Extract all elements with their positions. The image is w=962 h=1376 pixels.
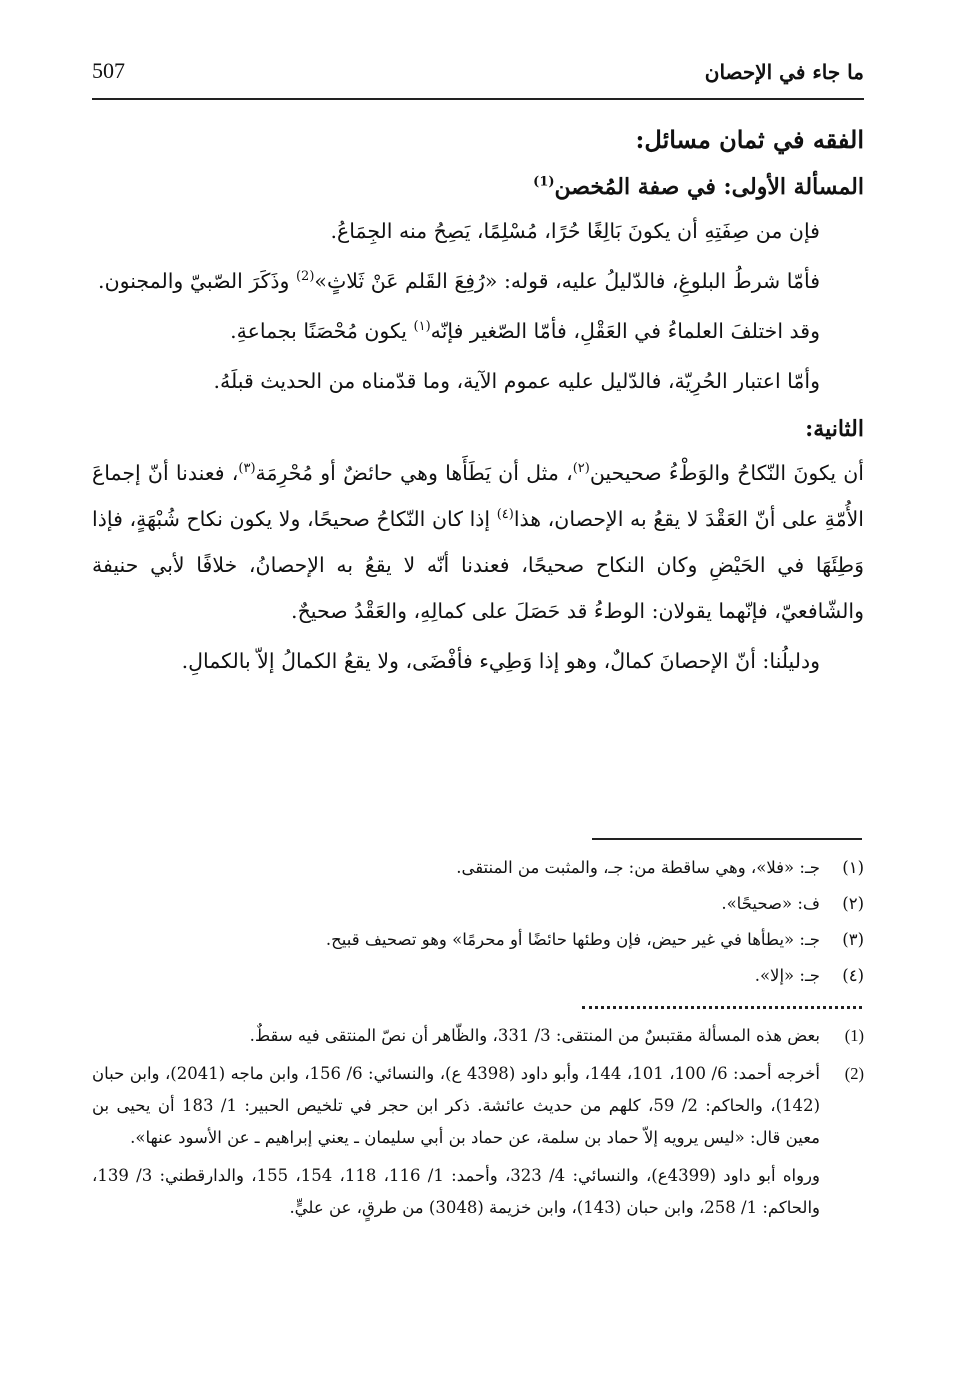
paragraph-reason-text-a: وقد اختلفَ العلماءُ في العَقْلِ، فأمّا الصّغير فإنّه xyxy=(430,319,820,343)
footnote-ref: (٣) xyxy=(238,461,256,477)
paragraph-reason-text-b: يكون مُحْصَنًا بجماعةِ. xyxy=(230,319,414,343)
footnote-number xyxy=(820,1160,864,1224)
paragraph-condition: فإن من صِفَتِهِ أن يكونَ بَالِغًا حُرًا، مُسْلِمًا، يَصِحُ منه الجِمَاعُ. xyxy=(330,219,820,243)
main-text xyxy=(92,118,864,684)
editor-footnotes xyxy=(92,850,864,994)
footnote-text: أخرجه أحمد: 6/ 100، 101، 144، وأبو داود (4398 ع)، والنسائي: 6/ 156، وابن ماجه (2041)، وابن حبان (142)، والحاكم: 2/ 59، كلهم من حديث عائشة. ذكر ابن حجر في تلخيص الحبير: 1/ 183 أن يحيى بن معين قال: «ليس يرويه إلاّ حماد بن سلمة، عن حماد بن أبي سليمان ـ يعني إبراهيم ـ عن الأسود عنها». xyxy=(92,1064,820,1147)
footnote-item xyxy=(92,922,864,958)
paragraph-marriage-text-b: ، مثل أن يَطَأَها وهي حائضٌ أو مُحْرِمَة xyxy=(255,461,573,485)
question-one-title xyxy=(92,166,864,208)
paragraph-marriage-text-a: أن يكونَ النّكاحُ والوَطْءُ صحيحين xyxy=(589,461,865,485)
footnote-number: (٣) xyxy=(842,930,864,949)
running-head xyxy=(92,58,864,96)
section-heading: الفقه في ثمان مسائل: xyxy=(635,125,864,154)
footnote-number: (٤) xyxy=(842,966,864,985)
footnote-item xyxy=(92,850,864,886)
paragraph-reason xyxy=(92,308,864,354)
footnote-item xyxy=(92,886,864,922)
paragraph-evidence: ودليلُنا: أنّ الإحصانَ كمالٌ، وهو إذا وَطِيء فأفْضَى، ولا يقعُ الكمالُ إلاّ بالكمالِ. xyxy=(181,649,820,673)
footnote-ref: (٢) xyxy=(572,461,590,477)
source-footnotes xyxy=(92,1020,864,1230)
question-one-title-text: المسألة الأولى: في صفة المُخصن xyxy=(554,174,864,200)
footnote-item xyxy=(92,958,864,994)
footnote-item xyxy=(92,1020,864,1052)
footnote-number: (2) xyxy=(844,1064,864,1083)
footnote-number: (1) xyxy=(844,1026,864,1045)
footnote-text: جـ: «فلا»، وهي ساقطة من: جـ، والمثبت من المنتقى. xyxy=(456,858,820,877)
footnote-number: (٢) xyxy=(842,894,864,913)
footnote-item xyxy=(92,1058,864,1154)
running-title: ما جاء في الإحصان xyxy=(704,60,864,84)
paragraph-freedom: وأمّا اعتبار الحُرِيّة، فالدّليل عليه عموم الآية، وما قدّمناه من الحديث قبلَهُ. xyxy=(213,369,820,393)
footnote-text: ورواه أبو داود (4399ع)، والنسائي: 4/ 323، وأحمد: 1/ 116، 118، 154، 155، والدارقطني: 3/ 139، والحاكم: 1/ 258، وابن حبان (143)، وابن خزيمة (3048) من طرقٍ، عن عليٍّ. xyxy=(92,1166,820,1217)
footnote-text: جـ: «إلا». xyxy=(754,966,820,985)
dotted-separator xyxy=(582,1006,862,1009)
paragraph-puberty xyxy=(92,258,864,304)
footnote-ref: (2) xyxy=(295,269,315,285)
footnote-text: بعض هذه المسألة مقتبسٌ من المنتقى: 3/ 331، والظّاهر أن نصّ المنتقى فيه سقطٌ. xyxy=(249,1026,820,1045)
paragraph-marriage-text-d: إذا كان النّكاحُ صحيحًا، ولا يكون نكاح شُبْهَةٍ، فإذا وَطِئَهَا في الحَيْضِ وكان النكاح صحيحًا، فعندنا أنّه لا يقعُ به الإحصانُ، خلافًا لأبي حنيفة والشّافعيّ، فإنّهما يقولان: الوطءُ قد حَصَلَ على كمالِهِ، والعَقْدُ صحيحٌ. xyxy=(92,507,864,623)
footnote-text: ف: «صحيحًا». xyxy=(721,894,820,913)
header-rule xyxy=(92,98,864,100)
footnote-ref: (٤) xyxy=(496,507,514,523)
paragraph-marriage-text-c: ، فعندنا أنّ إجماعَ الأُمّةِ على أنّ العَقْدَ لا يقعُ به الإحصان، هذا xyxy=(92,461,865,531)
paragraph-marriage xyxy=(92,450,864,634)
footnote-number: (١) xyxy=(842,858,864,877)
footnote-text: جـ: «يطأها في غير حيض، فإن وطئها حائضًا أو محرمًا» وهو تصحيف قبيح. xyxy=(325,930,820,949)
footnote-ref: (1) xyxy=(533,174,555,190)
page-number: 507 xyxy=(92,58,125,83)
footnote-rule xyxy=(592,838,862,840)
footnote-ref: (١) xyxy=(413,319,431,335)
paragraph-puberty-text-b: وذَكَرَ الصّبيّ والمجنون. xyxy=(98,269,296,293)
question-two-title: الثانية: xyxy=(805,416,864,442)
paragraph-puberty-text-a: فأمّا شرطُ البلوغِ، فالدّليلُ عليه، قوله: «رُفِعَ القَلم عَنْ ثَلاثٍ» xyxy=(314,269,820,293)
footnote-continuation xyxy=(92,1160,864,1224)
